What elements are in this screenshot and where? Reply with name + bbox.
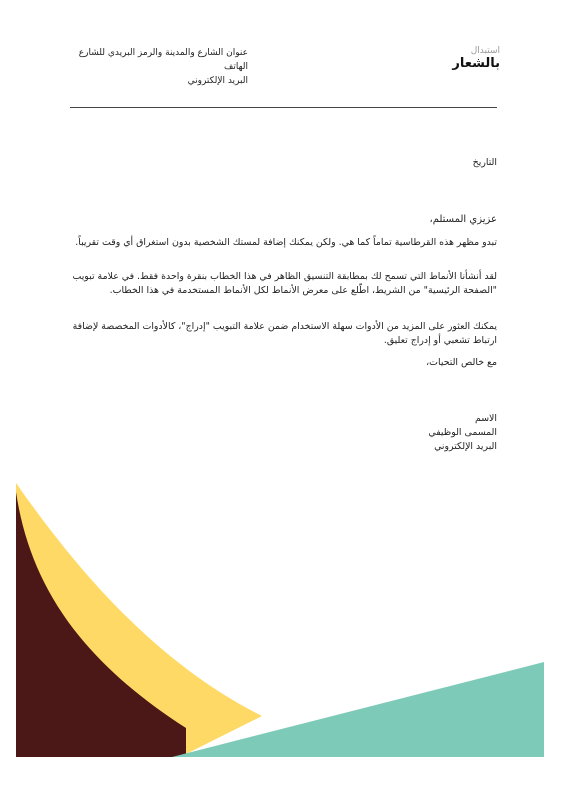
letter-date: التاريخ — [472, 157, 497, 168]
signature-name: الاسم — [474, 413, 497, 424]
letter-closing: مع خالص التحيات، — [426, 357, 497, 368]
letter-greeting: عزيزي المستلم، — [429, 214, 497, 225]
letter-paragraph-2: لقد أنشأنا الأنماط التي تسمح لك بمطابقة التنسيق الظاهر في هذا الخطاب بنقرة واحدة فقط. في علامة تبويب "الصفحة الرئيسية" من الشريط، اطّلع على معرض الأنماط لكل الأنماط المستخدمة في هذا الخطاب. — [72, 271, 497, 296]
logo-title: بالشعار — [452, 56, 500, 71]
email-line: البريد الإلكتروني — [187, 76, 248, 86]
sender-address-block — [58, 46, 248, 88]
logo-placeholder — [440, 46, 500, 71]
phone-line: الهاتف — [224, 62, 248, 72]
signature-email: البريد الإلكتروني — [434, 441, 497, 452]
signature-job-title: المسمى الوظيفي — [428, 427, 497, 438]
logo-subtitle: استبدال — [470, 46, 500, 56]
maroon-shape — [16, 492, 186, 757]
yellow-wave-shape — [16, 483, 262, 757]
signature-block — [300, 412, 497, 454]
header-divider — [70, 107, 497, 108]
teal-shape — [172, 662, 544, 757]
letter-paragraph-1: تبدو مظهر هذه القرطاسية تماماً كما هي. ولكن يمكنك إضافة لمستك الشخصية بدون استغراق أي وقت تقريباً. — [75, 237, 497, 248]
street-address: عنوان الشارع والمدينة والرمز البريدي للشارع — [78, 48, 248, 58]
letter-paragraph-3: يمكنك العثور على المزيد من الأدوات سهلة الاستخدام ضمن علامة التبويب "إدراج"، كالأدوات المخصصة لإضافة ارتباط تشعبي أو إدراج تعليق. — [72, 321, 497, 346]
